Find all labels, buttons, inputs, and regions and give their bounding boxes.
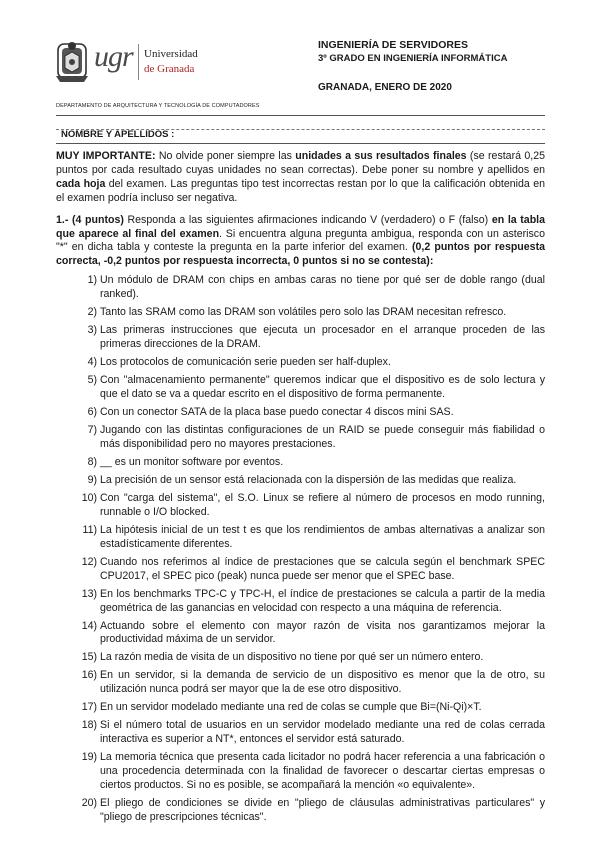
exam-content [56,150,545,829]
department-name: DEPARTAMENTO DE ARQUITECTURA Y TECNOLOGÍA DE COMPUTADORES [56,103,260,109]
list-item: 18) Si el número total de usuarios en un servidor modelado mediante una red de colas cerrada interactiva es superior a NT*, entonces el servidor está saturado. [81,719,545,746]
university-name-line2: de Granada [144,63,195,75]
logo-divider [138,44,139,80]
list-item: 7) Jugando con las distintas configuraciones de un RAID se puede conseguir más fiabilidad o más disponibilidad pero no mayores prestaciones. [87,423,545,450]
list-item: 10) Con "carga del sistema", el S.O. Linux se refiere al número de procesos en modo running, runnable o I/O blocked. [81,491,545,518]
question-1-statement: 1.- (4 puntos) Responda a las siguientes afirmaciones indicando V (verdadero) o F (falso) en la tabla que aparece al final del examen. Si encuentra alguna pregunta ambigua, responda con un asterisco "*" en dicha tabla y conteste la pregunta en la parte inferior del examen. (0,2 puntos por respuesta correcta, -0,2 puntos por respuesta incorrecta, 0 puntos si no se contesta): [56,213,545,268]
university-name-line1: Universidad [144,48,198,60]
subject-title: INGENIERÍA DE SERVIDORES [318,39,468,51]
list-item: 9) La precisión de un sensor está relacionada con la dispersión de las medidas que realiza. [87,473,517,486]
degree-title: 3º GRADO EN INGENIERÍA INFORMÁTICA [318,53,508,64]
list-item: 3) Las primeras instrucciones que ejecuta un procesador en el arranque proceden de las primeras direcciones de la DRAM. [87,324,545,351]
list-item: 14) Actuando sobre el elemento con mayor razón de visita nos garantizamos mejorar la productividad máxima de un servidor. [81,619,545,646]
instructions-warning: MUY IMPORTANTE: [56,150,156,162]
university-seal-icon [52,38,92,84]
statement-list [56,274,545,825]
list-item: 19) La memoria técnica que presenta cada licitador no podrá hacer referencia a una fabricación o una procedencia determinada con la finalidad de favorecer o descartar ciertas empresas o ciertos productos. Si no es posible, se acompañará la mención «o equivalente». [81,751,545,792]
ugr-wordmark: ugr [94,40,133,73]
list-item: 11) La hipótesis inicial de un test t es que los rendimientos de ambas alternativas a analizar son estadísticamente diferentes. [82,523,545,550]
list-item: 1) Un módulo de DRAM con chips en ambas caras no tiene por qué ser de doble rango (dual ranked). [87,274,545,301]
name-field-label: NOMBRE Y APELLIDOS : [61,129,175,140]
divider-bottom [56,143,545,144]
list-item: 16) En un servidor, si la demanda de servicio de un dispositivo es menor que la de otro, su utilización nunca podrá ser mayor que la de ese otro dispositivo. [81,669,545,696]
list-item: 13) En los benchmarks TPC-C y TPC-H, el índice de prestaciones se calcula a partir de la media geométrica de las ganancias en velocidad con respecto a una máquina de referencia. [81,587,545,614]
list-item: 6) Con un conector SATA de la placa base puedo conectar 4 discos mini SAS. [87,405,454,418]
instructions-paragraph: MUY IMPORTANTE: No olvide poner siempre las unidades a sus resultados finales (se restará 0,25 puntos por cada resultado cuyas unidades no sean correctas). Debe poner su nombre y apellidos en cada hoja del examen. Las preguntas tipo test incorrectas restan por lo que la calificación obtenida en el examen podría incluso ser negativa. [56,150,545,204]
list-item: 2) Tanto las SRAM como las DRAM son volátiles pero solo las DRAM necesitan refresco. [87,306,507,319]
list-item: 4) Los protocolos de comunicación serie pueden ser half-duplex. [87,356,391,369]
page-header [0,0,599,140]
list-item: 15) La razón media de visita de un dispositivo no tiene por qué ser un número entero. [81,651,484,664]
list-item: 5) Con "almacenamiento permanente" queremos indicar que el dispositivo es de solo lectura y que el dato se va a quedar escrito en el dispositivo de forma permanente. [87,374,545,400]
list-item: 17) En un servidor modelado mediante una red de colas se cumple que Bi=(Ni-Qi)×T. [81,701,482,714]
list-item: 12) Cuando nos referimos al índice de prestaciones que se calcula según el benchmark SPEC CPU2017, el SPEC pico (peak) nunca puede ser menor que el SPEC base. [81,555,545,582]
divider-top [56,115,545,116]
list-item: 20) El pliego de condiciones se divide en "pliego de cláusulas administrativas particulares" y "pliego de prescripciones técnicas". [81,797,545,823]
list-item: 8) __ es un monitor software por eventos. [87,455,284,468]
university-logo [52,38,212,88]
course-info [318,38,578,66]
exam-date: GRANADA, ENERO DE 2020 [318,82,452,93]
question-1-points: 1.- (4 puntos) [56,213,124,226]
